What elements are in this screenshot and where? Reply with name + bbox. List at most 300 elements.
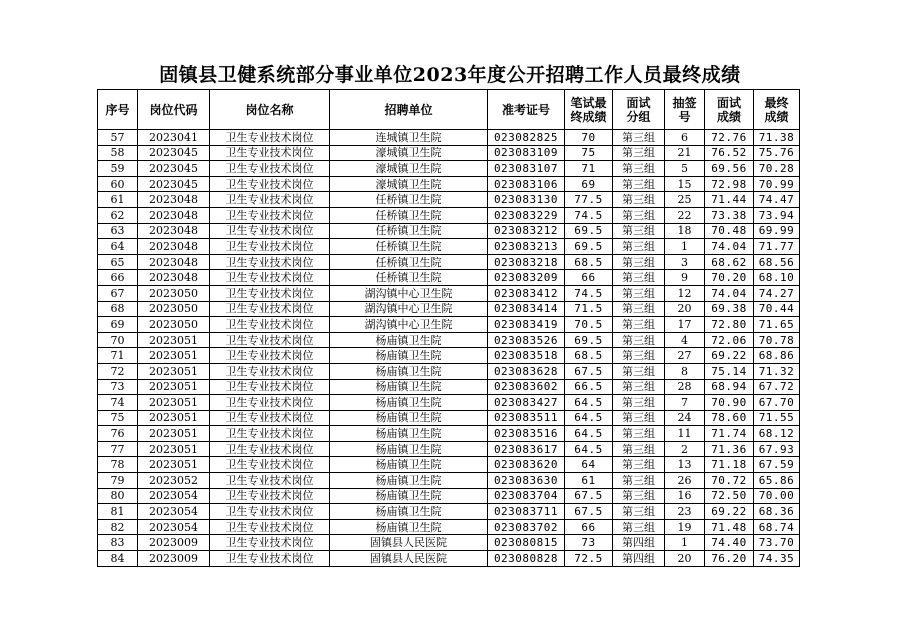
cell-lot: 21: [665, 145, 705, 161]
cell-seq: 69: [98, 317, 138, 333]
cell-exam-no: 023083212: [488, 223, 565, 239]
cell-lot: 16: [665, 488, 705, 504]
cell-group: 第三组: [613, 207, 665, 223]
header-group: [613, 90, 665, 130]
cell-exam-no: 023083602: [488, 379, 565, 395]
cell-written: 74.5: [565, 207, 613, 223]
cell-post-code: 2023051: [138, 441, 210, 457]
cell-interview: 72.50: [705, 488, 754, 504]
table-row: [98, 301, 800, 317]
cell-post-code: 2023045: [138, 176, 210, 192]
cell-lot: 8: [665, 363, 705, 379]
cell-lot: 11: [665, 426, 705, 442]
cell-group: 第三组: [613, 145, 665, 161]
header-final-line1: 最终: [764, 95, 789, 110]
cell-interview: 70.90: [705, 395, 754, 411]
cell-exam-no: 023083107: [488, 161, 565, 177]
cell-unit: 连城镇卫生院: [330, 130, 488, 146]
cell-exam-no: 023083414: [488, 301, 565, 317]
header-lot: [665, 90, 705, 130]
cell-post-name: 卫生专业技术岗位: [210, 504, 330, 520]
cell-written: 68.5: [565, 348, 613, 364]
cell-post-name: 卫生专业技术岗位: [210, 207, 330, 223]
cell-interview: 78.60: [705, 410, 754, 426]
table-row: [98, 473, 800, 489]
cell-group: 第三组: [613, 161, 665, 177]
cell-written: 70.5: [565, 317, 613, 333]
cell-exam-no: 023083218: [488, 254, 565, 270]
cell-seq: 59: [98, 161, 138, 177]
table-row: [98, 426, 800, 442]
cell-lot: 25: [665, 192, 705, 208]
cell-unit: 杨庙镇卫生院: [330, 332, 488, 348]
cell-seq: 73: [98, 379, 138, 395]
cell-final: 70.00: [754, 488, 800, 504]
cell-final: 68.36: [754, 504, 800, 520]
cell-exam-no: 023083630: [488, 473, 565, 489]
cell-group: 第三组: [613, 441, 665, 457]
cell-written: 71.5: [565, 301, 613, 317]
cell-group: 第三组: [613, 363, 665, 379]
cell-group: 第三组: [613, 426, 665, 442]
cell-unit: 任桥镇卫生院: [330, 207, 488, 223]
table-row: [98, 192, 800, 208]
header-written-line2: 终成绩: [570, 109, 607, 124]
cell-final: 71.55: [754, 410, 800, 426]
cell-interview: 70.48: [705, 223, 754, 239]
cell-written: 61: [565, 473, 613, 489]
cell-written: 74.5: [565, 285, 613, 301]
cell-post-name: 卫生专业技术岗位: [210, 130, 330, 146]
cell-unit: 固镇县人民医院: [330, 535, 488, 551]
header-final-line2: 成绩: [764, 109, 789, 124]
cell-group: 第三组: [613, 130, 665, 146]
cell-post-code: 2023009: [138, 535, 210, 551]
table-row: [98, 535, 800, 551]
cell-post-name: 卫生专业技术岗位: [210, 441, 330, 457]
cell-interview: 71.48: [705, 519, 754, 535]
cell-interview: 74.04: [705, 285, 754, 301]
cell-final: 75.76: [754, 145, 800, 161]
cell-lot: 20: [665, 301, 705, 317]
cell-group: 第三组: [613, 332, 665, 348]
table-row: [98, 130, 800, 146]
cell-written: 64.5: [565, 426, 613, 442]
cell-exam-no: 023083711: [488, 504, 565, 520]
table-row: [98, 488, 800, 504]
table-row: [98, 363, 800, 379]
cell-post-name: 卫生专业技术岗位: [210, 192, 330, 208]
cell-lot: 27: [665, 348, 705, 364]
cell-final: 69.99: [754, 223, 800, 239]
cell-exam-no: 023083229: [488, 207, 565, 223]
cell-written: 73: [565, 535, 613, 551]
cell-written: 68.5: [565, 254, 613, 270]
cell-post-code: 2023051: [138, 395, 210, 411]
cell-written: 77.5: [565, 192, 613, 208]
cell-interview: 72.06: [705, 332, 754, 348]
cell-written: 66.5: [565, 379, 613, 395]
cell-exam-no: 023083213: [488, 239, 565, 255]
cell-lot: 18: [665, 223, 705, 239]
cell-interview: 68.94: [705, 379, 754, 395]
cell-post-code: 2023009: [138, 551, 210, 567]
cell-group: 第三组: [613, 301, 665, 317]
cell-unit: 濠城镇卫生院: [330, 176, 488, 192]
cell-written: 64.5: [565, 441, 613, 457]
cell-unit: 湖沟镇中心卫生院: [330, 317, 488, 333]
results-table: [97, 89, 800, 567]
cell-exam-no: 023083704: [488, 488, 565, 504]
cell-unit: 杨庙镇卫生院: [330, 488, 488, 504]
cell-lot: 15: [665, 176, 705, 192]
cell-unit: 杨庙镇卫生院: [330, 379, 488, 395]
cell-post-code: 2023051: [138, 348, 210, 364]
cell-exam-no: 023080815: [488, 535, 565, 551]
cell-interview: 71.74: [705, 426, 754, 442]
cell-post-code: 2023051: [138, 379, 210, 395]
cell-written: 71: [565, 161, 613, 177]
cell-final: 71.32: [754, 363, 800, 379]
cell-group: 第四组: [613, 551, 665, 567]
cell-seq: 78: [98, 457, 138, 473]
cell-exam-no: 023080828: [488, 551, 565, 567]
cell-final: 73.70: [754, 535, 800, 551]
cell-unit: 固镇县人民医院: [330, 551, 488, 567]
cell-group: 第三组: [613, 473, 665, 489]
cell-written: 72.5: [565, 551, 613, 567]
cell-final: 67.93: [754, 441, 800, 457]
cell-lot: 24: [665, 410, 705, 426]
header-lot-line2: 号: [678, 109, 691, 124]
table-row: [98, 239, 800, 255]
cell-interview: 74.40: [705, 535, 754, 551]
cell-group: 第三组: [613, 270, 665, 286]
header-group-line2: 分组: [626, 109, 651, 124]
cell-final: 70.99: [754, 176, 800, 192]
cell-interview: 76.20: [705, 551, 754, 567]
cell-post-code: 2023045: [138, 161, 210, 177]
cell-final: 74.35: [754, 551, 800, 567]
cell-exam-no: 023083412: [488, 285, 565, 301]
table-row: [98, 395, 800, 411]
header-written: [565, 90, 613, 130]
cell-seq: 74: [98, 395, 138, 411]
cell-lot: 19: [665, 519, 705, 535]
cell-lot: 1: [665, 535, 705, 551]
cell-group: 第三组: [613, 192, 665, 208]
header-seq: 序号: [98, 90, 138, 130]
cell-post-code: 2023052: [138, 473, 210, 489]
cell-unit: 杨庙镇卫生院: [330, 441, 488, 457]
header-group-line1: 面试: [626, 95, 651, 110]
cell-post-name: 卫生专业技术岗位: [210, 270, 330, 286]
table-row: [98, 441, 800, 457]
table-row: [98, 207, 800, 223]
header-interview-line2: 成绩: [716, 109, 741, 124]
cell-post-code: 2023054: [138, 488, 210, 504]
cell-unit: 杨庙镇卫生院: [330, 348, 488, 364]
cell-final: 65.86: [754, 473, 800, 489]
table-row: [98, 317, 800, 333]
cell-interview: 70.20: [705, 270, 754, 286]
cell-final: 68.10: [754, 270, 800, 286]
cell-exam-no: 023083702: [488, 519, 565, 535]
cell-post-name: 卫生专业技术岗位: [210, 317, 330, 333]
header-interview-line1: 面试: [716, 95, 741, 110]
cell-group: 第三组: [613, 348, 665, 364]
cell-group: 第三组: [613, 379, 665, 395]
cell-written: 70: [565, 130, 613, 146]
cell-final: 67.72: [754, 379, 800, 395]
cell-written: 69.5: [565, 223, 613, 239]
cell-group: 第三组: [613, 285, 665, 301]
cell-written: 69.5: [565, 239, 613, 255]
cell-post-code: 2023048: [138, 207, 210, 223]
cell-unit: 湖沟镇中心卫生院: [330, 301, 488, 317]
cell-post-name: 卫生专业技术岗位: [210, 145, 330, 161]
cell-unit: 任桥镇卫生院: [330, 192, 488, 208]
cell-interview: 69.56: [705, 161, 754, 177]
cell-final: 70.78: [754, 332, 800, 348]
table-row: [98, 410, 800, 426]
cell-exam-no: 023083427: [488, 395, 565, 411]
cell-post-name: 卫生专业技术岗位: [210, 379, 330, 395]
cell-post-code: 2023041: [138, 130, 210, 146]
table-row: [98, 348, 800, 364]
cell-lot: 4: [665, 332, 705, 348]
cell-unit: 杨庙镇卫生院: [330, 519, 488, 535]
cell-post-name: 卫生专业技术岗位: [210, 223, 330, 239]
page-title: 固镇县卫健系统部分事业单位2023年度公开招聘工作人员最终成绩: [159, 64, 741, 86]
cell-post-name: 卫生专业技术岗位: [210, 473, 330, 489]
cell-lot: 5: [665, 161, 705, 177]
cell-seq: 72: [98, 363, 138, 379]
cell-post-code: 2023054: [138, 504, 210, 520]
cell-unit: 杨庙镇卫生院: [330, 363, 488, 379]
table-row: [98, 551, 800, 567]
cell-unit: 任桥镇卫生院: [330, 223, 488, 239]
cell-written: 69: [565, 176, 613, 192]
cell-interview: 68.62: [705, 254, 754, 270]
cell-post-name: 卫生专业技术岗位: [210, 332, 330, 348]
cell-group: 第三组: [613, 176, 665, 192]
cell-exam-no: 023083620: [488, 457, 565, 473]
table-body: [98, 130, 800, 567]
cell-seq: 62: [98, 207, 138, 223]
cell-written: 69.5: [565, 332, 613, 348]
cell-interview: 70.72: [705, 473, 754, 489]
cell-written: 66: [565, 270, 613, 286]
cell-lot: 2: [665, 441, 705, 457]
cell-written: 66: [565, 519, 613, 535]
cell-group: 第三组: [613, 254, 665, 270]
cell-post-code: 2023051: [138, 457, 210, 473]
cell-seq: 58: [98, 145, 138, 161]
cell-seq: 63: [98, 223, 138, 239]
cell-post-name: 卫生专业技术岗位: [210, 426, 330, 442]
cell-written: 67.5: [565, 363, 613, 379]
cell-exam-no: 023082825: [488, 130, 565, 146]
cell-post-name: 卫生专业技术岗位: [210, 176, 330, 192]
cell-final: 70.28: [754, 161, 800, 177]
cell-lot: 1: [665, 239, 705, 255]
cell-exam-no: 023083617: [488, 441, 565, 457]
cell-seq: 60: [98, 176, 138, 192]
cell-seq: 64: [98, 239, 138, 255]
table-row: [98, 270, 800, 286]
cell-final: 68.56: [754, 254, 800, 270]
cell-seq: 84: [98, 551, 138, 567]
table-row: [98, 332, 800, 348]
cell-post-code: 2023050: [138, 317, 210, 333]
table-row: [98, 145, 800, 161]
cell-post-code: 2023050: [138, 301, 210, 317]
cell-written: 67.5: [565, 504, 613, 520]
cell-seq: 82: [98, 519, 138, 535]
cell-seq: 79: [98, 473, 138, 489]
cell-final: 67.59: [754, 457, 800, 473]
cell-post-code: 2023050: [138, 285, 210, 301]
cell-interview: 72.80: [705, 317, 754, 333]
header-unit: 招聘单位: [330, 90, 488, 130]
header-interview: [705, 90, 754, 130]
table-row: [98, 457, 800, 473]
cell-post-name: 卫生专业技术岗位: [210, 285, 330, 301]
cell-group: 第三组: [613, 239, 665, 255]
cell-lot: 6: [665, 130, 705, 146]
cell-seq: 75: [98, 410, 138, 426]
cell-exam-no: 023083518: [488, 348, 565, 364]
cell-lot: 23: [665, 504, 705, 520]
cell-unit: 杨庙镇卫生院: [330, 395, 488, 411]
cell-post-code: 2023048: [138, 192, 210, 208]
header-post-code: 岗位代码: [138, 90, 210, 130]
cell-unit: 杨庙镇卫生院: [330, 457, 488, 473]
cell-post-code: 2023051: [138, 332, 210, 348]
cell-post-code: 2023051: [138, 363, 210, 379]
cell-post-name: 卫生专业技术岗位: [210, 348, 330, 364]
cell-final: 68.74: [754, 519, 800, 535]
cell-group: 第三组: [613, 488, 665, 504]
cell-lot: 20: [665, 551, 705, 567]
cell-group: 第四组: [613, 535, 665, 551]
cell-unit: 濠城镇卫生院: [330, 161, 488, 177]
header-final: [754, 90, 800, 130]
cell-exam-no: 023083516: [488, 426, 565, 442]
cell-interview: 76.52: [705, 145, 754, 161]
cell-exam-no: 023083106: [488, 176, 565, 192]
cell-unit: 杨庙镇卫生院: [330, 426, 488, 442]
table-row: [98, 254, 800, 270]
cell-interview: 71.36: [705, 441, 754, 457]
cell-group: 第三组: [613, 519, 665, 535]
header-exam-no: 准考证号: [488, 90, 565, 130]
table-row: [98, 519, 800, 535]
cell-interview: 72.76: [705, 130, 754, 146]
cell-group: 第三组: [613, 457, 665, 473]
cell-final: 71.77: [754, 239, 800, 255]
cell-unit: 杨庙镇卫生院: [330, 410, 488, 426]
cell-post-code: 2023048: [138, 270, 210, 286]
cell-lot: 12: [665, 285, 705, 301]
cell-interview: 69.22: [705, 348, 754, 364]
cell-exam-no: 023083209: [488, 270, 565, 286]
cell-post-name: 卫生专业技术岗位: [210, 551, 330, 567]
cell-post-code: 2023048: [138, 239, 210, 255]
cell-seq: 77: [98, 441, 138, 457]
cell-seq: 66: [98, 270, 138, 286]
cell-post-name: 卫生专业技术岗位: [210, 535, 330, 551]
cell-unit: 任桥镇卫生院: [330, 270, 488, 286]
cell-written: 64: [565, 457, 613, 473]
cell-final: 71.38: [754, 130, 800, 146]
cell-group: 第三组: [613, 395, 665, 411]
table-row: [98, 504, 800, 520]
cell-unit: 杨庙镇卫生院: [330, 473, 488, 489]
cell-lot: 28: [665, 379, 705, 395]
cell-final: 71.65: [754, 317, 800, 333]
cell-unit: 任桥镇卫生院: [330, 254, 488, 270]
cell-exam-no: 023083109: [488, 145, 565, 161]
cell-seq: 57: [98, 130, 138, 146]
cell-exam-no: 023083526: [488, 332, 565, 348]
cell-seq: 81: [98, 504, 138, 520]
cell-group: 第三组: [613, 223, 665, 239]
cell-post-code: 2023045: [138, 145, 210, 161]
cell-group: 第三组: [613, 504, 665, 520]
cell-seq: 83: [98, 535, 138, 551]
cell-lot: 9: [665, 270, 705, 286]
cell-seq: 61: [98, 192, 138, 208]
cell-final: 74.27: [754, 285, 800, 301]
cell-lot: 13: [665, 457, 705, 473]
cell-final: 73.94: [754, 207, 800, 223]
cell-post-name: 卫生专业技术岗位: [210, 457, 330, 473]
cell-seq: 80: [98, 488, 138, 504]
cell-unit: 任桥镇卫生院: [330, 239, 488, 255]
cell-interview: 71.18: [705, 457, 754, 473]
cell-post-code: 2023051: [138, 410, 210, 426]
cell-group: 第三组: [613, 317, 665, 333]
cell-post-name: 卫生专业技术岗位: [210, 363, 330, 379]
cell-post-code: 2023051: [138, 426, 210, 442]
cell-written: 64.5: [565, 395, 613, 411]
cell-post-code: 2023048: [138, 223, 210, 239]
cell-post-code: 2023054: [138, 519, 210, 535]
cell-post-name: 卫生专业技术岗位: [210, 519, 330, 535]
table-row: [98, 176, 800, 192]
cell-post-code: 2023048: [138, 254, 210, 270]
table-row: [98, 223, 800, 239]
header-written-line1: 笔试最: [570, 95, 607, 110]
table-row: [98, 285, 800, 301]
cell-final: 70.44: [754, 301, 800, 317]
header-post-name: 岗位名称: [210, 90, 330, 130]
cell-exam-no: 023083130: [488, 192, 565, 208]
cell-interview: 74.04: [705, 239, 754, 255]
cell-post-name: 卫生专业技术岗位: [210, 239, 330, 255]
cell-unit: 杨庙镇卫生院: [330, 504, 488, 520]
cell-final: 68.86: [754, 348, 800, 364]
cell-seq: 76: [98, 426, 138, 442]
cell-post-name: 卫生专业技术岗位: [210, 410, 330, 426]
cell-interview: 73.38: [705, 207, 754, 223]
cell-lot: 22: [665, 207, 705, 223]
header-row: [98, 90, 800, 130]
cell-final: 67.70: [754, 395, 800, 411]
cell-post-name: 卫生专业技术岗位: [210, 254, 330, 270]
